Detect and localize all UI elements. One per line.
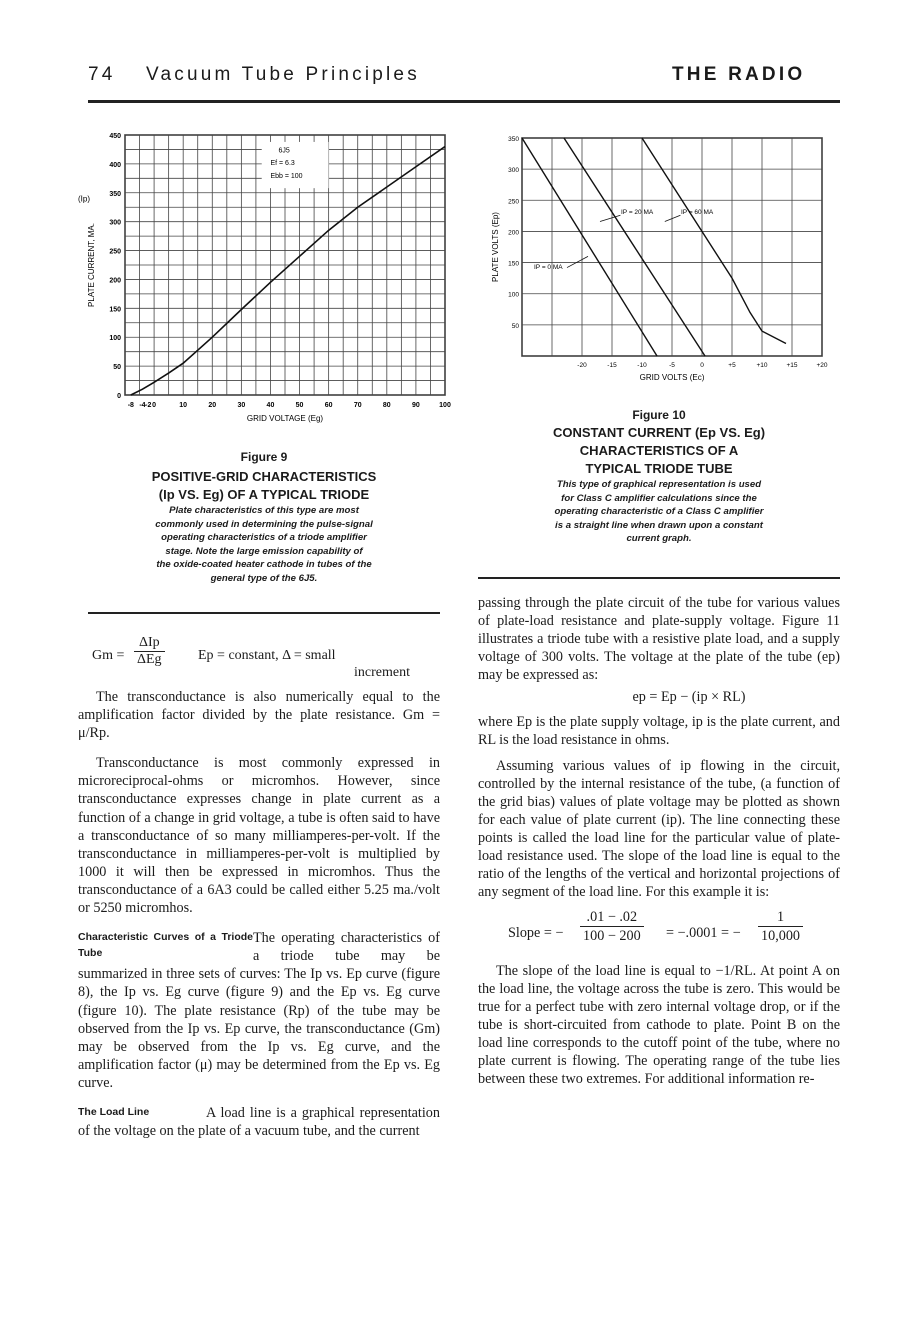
fig10-xtick-label: +5 <box>728 362 736 369</box>
fig9-xtick-label: 90 <box>412 402 420 409</box>
figure9-title-1: POSITIVE-GRID CHARACTERISTICS <box>151 469 377 484</box>
figure10-title-3: TYPICAL TRIODE TUBE <box>585 461 733 476</box>
fig10-ytick-label: 100 <box>508 291 519 299</box>
fig10-label-ip60: IP = 60 MA <box>681 208 714 216</box>
gm-eq-num: ΔIp <box>134 635 165 652</box>
fig9-ytick-label: 200 <box>109 277 121 285</box>
left-p2: Transconductance is most commonly expressed in microreciprocal-ohms or micromhos. However, since transconductance expresses change in plate current as a function of a change in grid voltage, a tube is often said to have a transconductance of so many milliamperes-per-volt. If the transconductance in milliamperes-per-volt is multiplied by 1000 it will then be expressed in micromhos. Thus the transconductance of a 6A3 could be called either 5.25 ma./volt or 5250 micromhos. <box>78 755 440 917</box>
figure10-desc-0: This type of graphical representation is used <box>556 479 762 490</box>
fig9-ytick-label: 350 <box>109 190 121 198</box>
figure10-title-2: CHARACTERISTICS OF A <box>579 443 739 458</box>
fig10-ylabel: PLATE VOLTS (Ep) <box>491 212 500 282</box>
figure10-desc-1: for Class C amplifier calculations since the <box>561 492 757 504</box>
left-column-text <box>78 688 440 1140</box>
fig10-ytick-label: 250 <box>508 198 519 206</box>
fig10-xtick-label: +20 <box>816 362 828 369</box>
slope-eq-den1: 100 − 200 <box>583 927 641 944</box>
gm-eq-cond: Ep = constant, Δ = small <box>198 648 336 663</box>
slope-eq-num1: .01 − .02 <box>580 908 644 927</box>
figure9-desc-1: commonly used in determining the pulse-signal <box>155 518 373 530</box>
slope-eq-den2: 10,000 <box>761 927 801 944</box>
fig9-xtick-label: -8 <box>127 402 134 409</box>
fig10-xtick-label: -10 <box>637 362 647 369</box>
fig9-ylabel-symbol: (Ip) <box>78 194 90 204</box>
figure10-desc-2: operating characteristic of a Class C amplifier <box>554 506 764 517</box>
gm-eq-fraction <box>134 635 165 668</box>
fig9-xtick-label: 20 <box>208 402 217 409</box>
fig9-xtick-label: 0 <box>152 402 157 409</box>
fig10-xtick-label: -20 <box>577 362 587 369</box>
left-p3: The operating characteristics of a triode tube may be summarized in three sets of curves: The Ip vs. Ep curve (figure 8), the Ip vs. Eg curve (figure 9) and the Ep vs. Eg curve (figure 10). The plate resistance (Rp) of the tube may be observed from the Ip vs. Ep curve, the transconductance (Gm) may be observed from the Ip vs. Eg curve, and the amplification factor (μ) may be determined from the Ep vs. Eg curve. <box>78 930 440 1091</box>
left-p4: A load line is a graphical representation of the voltage on the plate of a vacuum tube, and the current <box>78 1104 440 1140</box>
right-p3: Assuming various values of ip flowing in the circuit, controlled by the internal resistance of the tube, (a function of the grid bias) values of plate voltage may be plotted as shown for each value of plate current (ip). The line connecting these points is called the load line for the particular value of plate-load resistance used. The slope of the load line is equal to the ratio of the lengths of the vertical and horizontal projections of any segment of the load line. For this example it is: <box>478 757 840 901</box>
fig10-xtick-label: +15 <box>786 362 798 369</box>
fig10-ytick-label: 50 <box>511 322 519 330</box>
fig10-xtick-label: -15 <box>607 362 617 369</box>
fig9-ytick-label: 150 <box>109 306 121 314</box>
figure9-rule <box>88 612 440 614</box>
fig9-xtick-label: 50 <box>295 402 304 409</box>
fig10-series-0 <box>522 138 657 356</box>
fig10-label-ip20: IP = 20 MA <box>621 208 654 216</box>
page-number: 74 <box>88 64 116 85</box>
gm-eq-lhs: Gm = <box>92 648 125 663</box>
figure10-chart <box>480 128 840 398</box>
gm-eq-cond2: increment <box>354 665 410 680</box>
fig10-xtick-label: -5 <box>669 362 675 369</box>
slope-eq-frac2 <box>758 908 803 945</box>
fig10-leader-ip60 <box>665 215 681 221</box>
fig10-ytick-label: 150 <box>508 260 519 268</box>
right-p2: where Ep is the plate supply voltage, ip is the plate current, and RL is the load resistance in ohms. <box>478 713 840 748</box>
fig9-ytick-label: 400 <box>109 161 121 169</box>
fig9-xtick-label: 60 <box>324 402 333 409</box>
figure10-caption <box>478 408 840 546</box>
figure9-desc-3: stage. Note the large emission capability of <box>165 545 363 557</box>
page-header-left <box>88 64 420 86</box>
slope-eq-num2: 1 <box>758 908 803 927</box>
fig9-ytick-label: 250 <box>109 248 121 256</box>
figure9-desc-5: general type of the 6J5. <box>210 572 318 584</box>
right-p4: The slope of the load line is equal to −1/RL. At point A on the load line, the voltage across the tube is zero. This would be true for a perfect tube with zero internal voltage drop, or if the tube is short-circuited from cathode to plate. Point B on the load line corresponds to the cutoff point of the tube, where no plate current is flowing. The operating range of the tube lies between these two extremes. For additional information re- <box>478 962 840 1088</box>
figure9-desc-2: operating characteristics of a triode amplifier <box>161 532 367 543</box>
figure9-label: Figure 9 <box>240 450 288 464</box>
chapter-title: Vacuum Tube Principles <box>146 64 420 85</box>
fig9-xlabel: GRID VOLTAGE (Eg) <box>246 414 324 423</box>
fig9-ytick-label: 450 <box>109 133 121 140</box>
book-title: THE RADIO <box>672 64 806 85</box>
fig9-ytick-label: 0 <box>117 393 121 400</box>
fig10-xlabel: GRID VOLTS (Ec) <box>639 373 705 382</box>
fig9-xtick-label: 40 <box>266 402 275 409</box>
fig10-ytick-label: 300 <box>508 167 519 175</box>
fig9-ylabel: PLATE CURRENT, MA. <box>87 223 96 307</box>
ep-equation: ep = Ep − (ip × RL) <box>632 689 746 706</box>
fig10-ytick-label: 200 <box>508 229 519 237</box>
figure9-desc-4: the oxide-coated heater cathode in tubes of the <box>156 559 372 570</box>
fig10-series-1 <box>564 138 705 356</box>
gm-eq-den: ΔEg <box>137 652 162 667</box>
fig9-annotation: Ef = 6.3 <box>270 160 295 168</box>
fig9-xtick-label: -2 <box>145 402 152 409</box>
figure9-caption <box>88 450 440 585</box>
fig10-xtick-label: +10 <box>756 362 768 369</box>
fig9-xtick-label: 80 <box>382 402 391 409</box>
figure9-title-2: (Ip VS. Eg) OF A TYPICAL TRIODE <box>158 487 370 502</box>
figure10-rule <box>478 577 840 579</box>
fig9-ytick-label: 50 <box>113 364 121 372</box>
fig9-xtick-label: 10 <box>179 402 188 409</box>
side-heading-load-line: The Load Line <box>78 1105 150 1118</box>
fig10-leader-ip0 <box>567 256 588 267</box>
left-p1: The transconductance is also numerically equal to the amplification factor divided by the plate resistance. Gm = μ/Rp. <box>78 689 440 742</box>
fig9-ytick-label: 100 <box>109 335 121 343</box>
figure10-desc-4: current graph. <box>626 533 692 544</box>
gm-equation <box>92 635 442 685</box>
fig9-xtick-label: 100 <box>439 402 451 409</box>
fig10-xtick-label: 0 <box>700 362 704 369</box>
figure9-desc-0: Plate characteristics of this type are most <box>169 505 359 516</box>
slope-eq-lhs: Slope = − <box>508 924 564 941</box>
fig9-ytick-label: 300 <box>109 219 121 227</box>
header-rule <box>88 100 840 103</box>
figure10-title-1: CONSTANT CURRENT (Ep VS. Eg) <box>552 425 766 440</box>
right-column-text <box>478 594 840 1088</box>
figure10-label: Figure 10 <box>632 408 686 422</box>
figure9-chart <box>70 125 465 435</box>
slope-eq-mid: = −.0001 = − <box>666 924 741 941</box>
fig10-label-ip0: IP = 0 MA <box>534 263 563 271</box>
side-heading-triode-curves: Characteristic Curves of a Triode Tube <box>78 931 253 960</box>
right-p1: passing through the plate circuit of the tube for various values of plate-load resistance and plate-supply voltage. Figure 11 illustrates a triode tube with a resistive plate load, and a supply voltage of 300 volts. The voltage at the plate of the tube (ep) may be expressed as: <box>478 595 840 684</box>
fig9-xtick-label: 30 <box>237 402 246 409</box>
fig10-ytick-label: 350 <box>508 136 519 143</box>
fig9-annotation: 6J5 <box>278 147 290 155</box>
figure10-desc-3: is a straight line when drawn upon a constant <box>555 519 763 531</box>
fig9-xtick-label: -4 <box>139 402 146 409</box>
slope-eq-frac1 <box>580 908 644 945</box>
fig9-xtick-label: 70 <box>353 402 362 409</box>
slope-equation <box>478 906 840 962</box>
fig9-annotation: Ebb = 100 <box>270 172 303 180</box>
